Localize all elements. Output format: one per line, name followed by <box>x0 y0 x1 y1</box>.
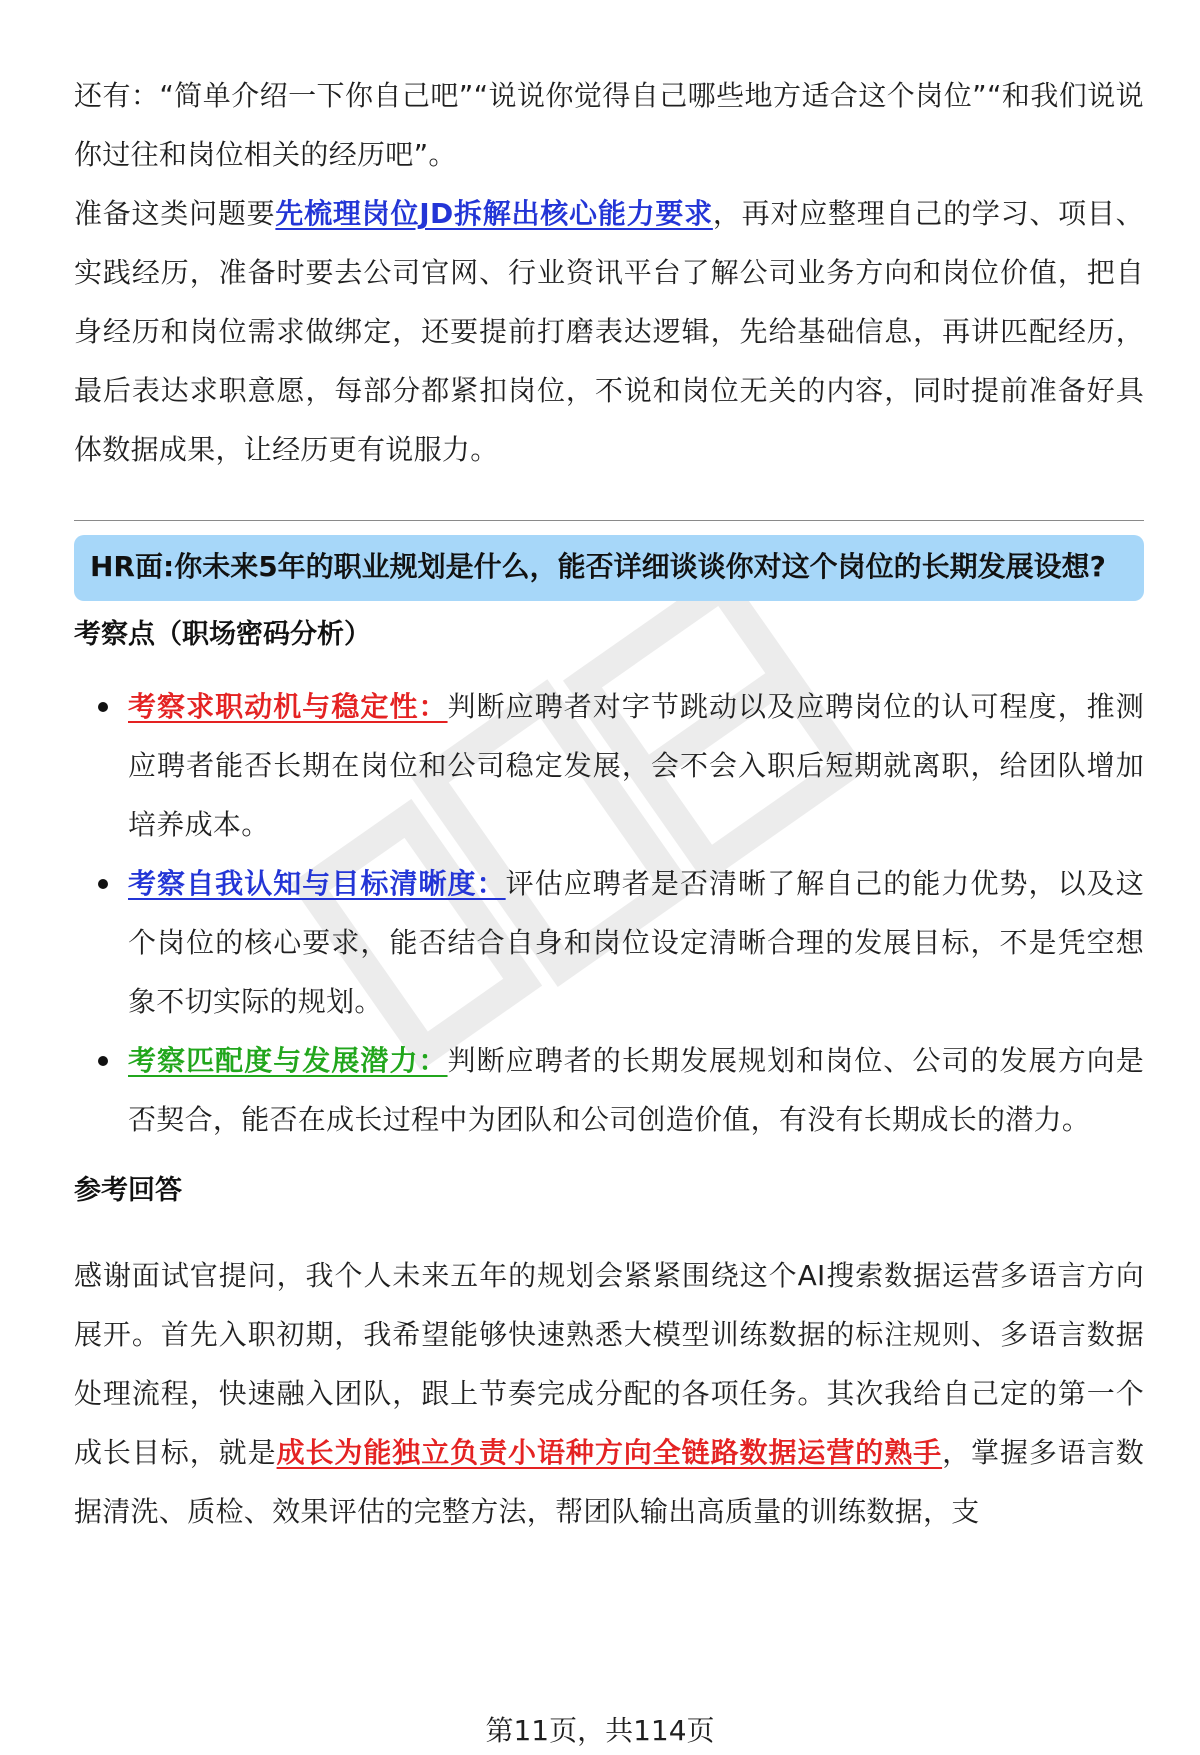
preparation-text-end: ，再对应整理自己的学习、项目、实践经历，准备时要去公司官网、行业资讯平台了解公司业务方向和岗位价值，把自身经历和岗位需求做绑定，还要提前打磨表达逻辑，先给基础信息，再讲匹配经历，最后表达求职意愿，每部分都紧扣岗位，不说和岗位无关的内容，同时提前准备好具体数据成果，让经历更有说服力。 <box>74 197 1144 466</box>
document-page <box>74 66 1144 1541</box>
preparation-text-start: 准备这类问题要 <box>74 197 276 230</box>
list-item <box>74 1031 1144 1149</box>
preparation-paragraph <box>74 184 1144 479</box>
reference-heading: 参考回答 <box>74 1175 182 1206</box>
point-text: 判断应聘者的长期发展规划和岗位、公司的发展方向是否契合，能否在成长过程中为团队和公司创造价值，有没有长期成长的潜力。 <box>128 1044 1144 1136</box>
preparation-highlight: 先梳理岗位JD拆解出核心能力要求 <box>275 197 713 230</box>
question-text: HR面:你未来5年的职业规划是什么，能否详细谈谈你对这个岗位的长期发展设想? <box>90 550 1106 583</box>
assessment-list <box>74 677 1144 1149</box>
reference-highlight: 成长为能独立负责小语种方向全链路数据运营的熟手 <box>276 1436 943 1469</box>
assessment-heading: 考察点（职场密码分析） <box>74 619 371 650</box>
point-text: 评估应聘者是否清晰了解自己的能力优势，以及这个岗位的核心要求，能否结合自身和岗位设定清晰合理的发展目标，不是凭空想象不切实际的规划。 <box>128 867 1144 1018</box>
point-label: 考察自我认知与目标清晰度： <box>128 867 506 900</box>
reference-text-end: ，掌握多语言数据清洗、质检、效果评估的完整方法，帮团队输出高质量的训练数据，支 <box>74 1436 1145 1528</box>
bullet-dot-icon <box>98 702 108 712</box>
page-footer: 第11页，共114页 <box>485 1714 715 1747</box>
point-label: 考察求职动机与稳定性： <box>128 690 448 723</box>
reference-paragraph <box>74 1246 1144 1541</box>
section-divider <box>74 520 1144 521</box>
bullet-dot-icon <box>98 879 108 889</box>
point-text: 判断应聘者对字节跳动以及应聘岗位的认可程度，推测应聘者能否长期在岗位和公司稳定发展，会不会入职后短期就离职，给团队增加培养成本。 <box>128 690 1144 841</box>
list-item <box>74 677 1144 854</box>
point-label: 考察匹配度与发展潜力： <box>128 1044 448 1077</box>
list-item <box>74 854 1144 1031</box>
bullet-dot-icon <box>98 1056 108 1066</box>
reference-text-start: 感谢面试官提问，我个人未来五年的规划会紧紧围绕这个AI搜索数据运营多语言方向展开。首先入职初期，我希望能够快速熟悉大模型训练数据的标注规则、多语言数据处理流程，快速融入团队，跟上节奏完成分配的各项任务。其次我给自己定的第一个成长目标，就是 <box>74 1259 1144 1469</box>
intro-line: 还有：“简单介绍一下你自己吧”“说说你觉得自己哪些地方适合这个岗位”“和我们说说你过往和岗位相关的经历吧”。 <box>74 79 1144 171</box>
intro-paragraph <box>74 66 1144 184</box>
question-callout <box>74 535 1144 601</box>
